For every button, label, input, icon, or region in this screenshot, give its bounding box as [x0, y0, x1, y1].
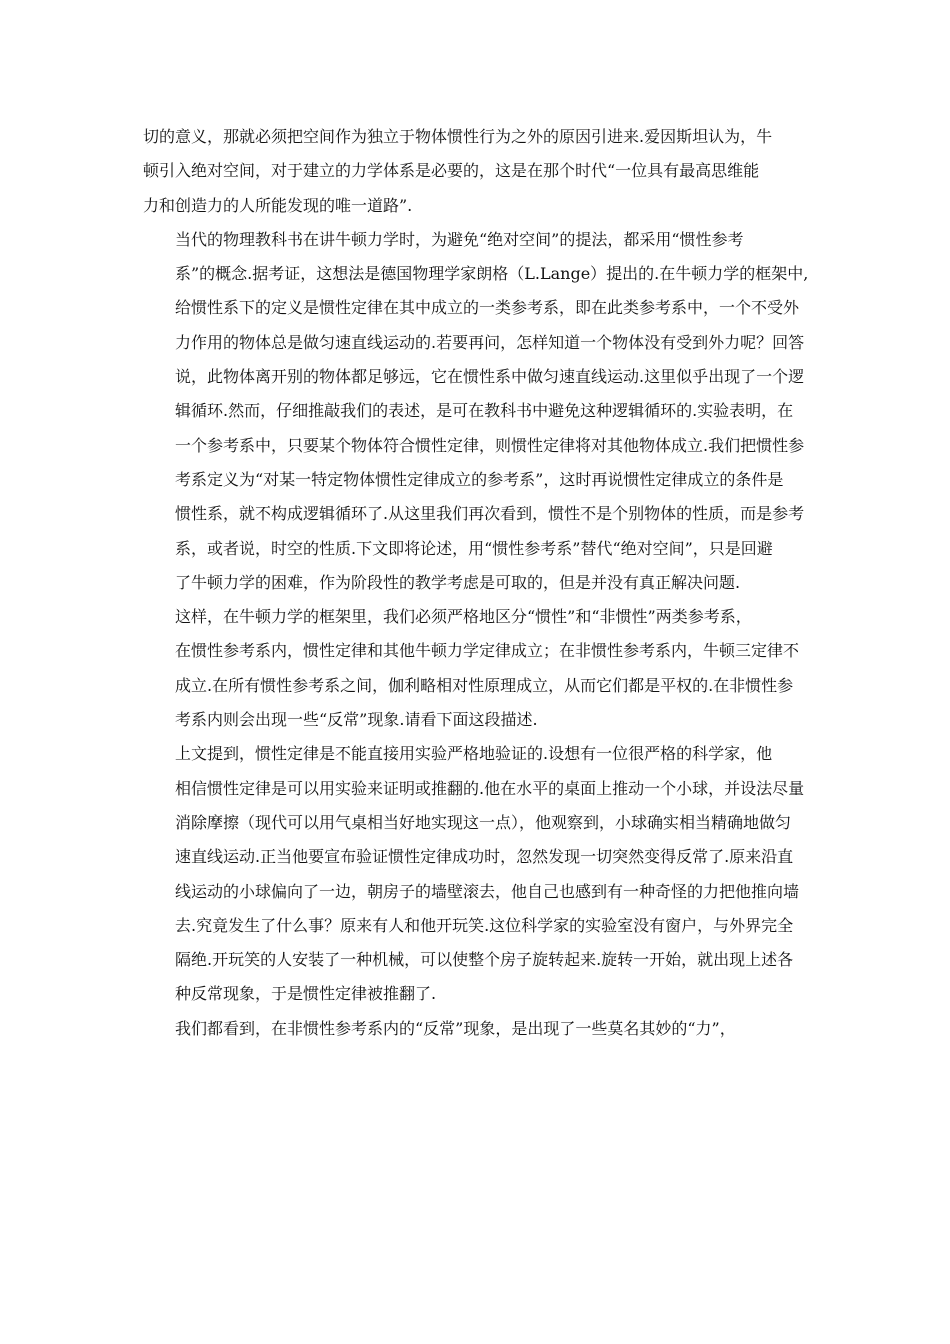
text-line: 相信惯性定律是可以用实验来证明或推翻的.他在水平的桌面上推动一个小球，并设法尽量: [175, 778, 805, 798]
text-line: 考系内则会出现一些“反常”现象.请看下面这段描述.: [175, 710, 538, 730]
text-line: 上文提到，惯性定律是不能直接用实验严格地验证的.设想有一位很严格的科学家，他: [175, 744, 773, 764]
paragraph-4: [143, 737, 808, 1011]
text-line: 力作用的物体总是做匀速直线运动的.若要再问，怎样知道一个物体没有受到外力呢？回答: [175, 332, 805, 352]
text-line: 说，此物体离开别的物体都足够远，它在惯性系中做匀速直线运动.这里似乎出现了一个逻: [175, 367, 805, 387]
paragraph-3: [143, 600, 808, 737]
paragraph-5: [143, 1012, 808, 1046]
text-line: 我们都看到，在非惯性参考系内的“反常”现象，是出现了一些莫名其妙的“力”，: [175, 1018, 736, 1038]
text-line: 速直线运动.正当他要宣布验证惯性定律成功时，忽然发现一切突然变得反常了.原来沿直: [175, 847, 794, 867]
text-line: 在惯性参考系内，惯性定律和其他牛顿力学定律成立；在非惯性参考系内，牛顿三定律不: [175, 641, 800, 661]
paragraph-2: [143, 223, 808, 600]
text-line: 给惯性系下的定义是惯性定律在其中成立的一类参考系，即在此类参考系中，一个不受外: [175, 298, 800, 318]
text-line: 隔绝.开玩笑的人安装了一种机械，可以使整个房子旋转起来.旋转一开始，就出现上述各: [175, 950, 794, 970]
text-line: 去.究竟发生了什么事？原来有人和他开玩笑.这位科学家的实验室没有窗户，与外界完全: [175, 915, 794, 935]
text-line: 力和创造力的人所能发现的唯一道路”.: [143, 195, 413, 215]
text-line: 系”的概念.据考证，这想法是德国物理学家朗格（L.Lange）提出的.在牛顿力学的框架中,: [175, 264, 809, 284]
text-line: 这样，在牛顿力学的框架里，我们必须严格地区分“惯性”和“非惯性”两类参考系，: [175, 607, 752, 627]
text-line: 消除摩擦（现代可以用气桌相当好地实现这一点），他观察到，小球确实相当精确地做匀: [175, 812, 792, 832]
text-line: 当代的物理教科书在讲牛顿力学时，为避免“绝对空间”的提法，都采用“惯性参考: [175, 229, 744, 249]
text-line: 系，或者说，时空的性质.下文即将论述，用“惯性参考系”替代“绝对空间”，只是回避: [175, 538, 773, 558]
text-line: 辑循环.然而，仔细推敲我们的表述，是可在教科书中避免这种逻辑循环的.实验表明，在: [175, 401, 794, 421]
paragraph-1: [143, 120, 808, 223]
text-line: 切的意义，那就必须把空间作为独立于物体惯性行为之外的原因引进来.爱因斯坦认为，牛: [143, 127, 773, 146]
text-line: 顿引入绝对空间，对于建立的力学体系是必要的，这是在那个时代“一位具有最高思维能: [143, 161, 760, 181]
text-line: 种反常现象，于是惯性定律被推翻了.: [175, 984, 437, 1004]
text-line: 线运动的小球偏向了一边，朝房子的墙壁滚去，他自己也感到有一种奇怪的力把他推向墙: [175, 881, 800, 901]
text-line: 了牛顿力学的困难，作为阶段性的教学考虑是可取的，但是并没有真正解决问题.: [175, 572, 741, 592]
document-page: [143, 120, 808, 1046]
text-line: 一个参考系中，只要某个物体符合惯性定律，则惯性定律将对其他物体成立.我们把惯性参: [175, 435, 805, 455]
text-line: 成立.在所有惯性参考系之间，伽利略相对性原理成立，从而它们都是平权的.在非惯性参: [175, 675, 794, 695]
text-line: 考系定义为“对某一特定物体惯性定律成立的参考系”，这时再说惯性定律成立的条件是: [175, 469, 784, 489]
text-line: 惯性系，就不构成逻辑循环了.从这里我们再次看到，惯性不是个别物体的性质，而是参考: [175, 504, 805, 524]
